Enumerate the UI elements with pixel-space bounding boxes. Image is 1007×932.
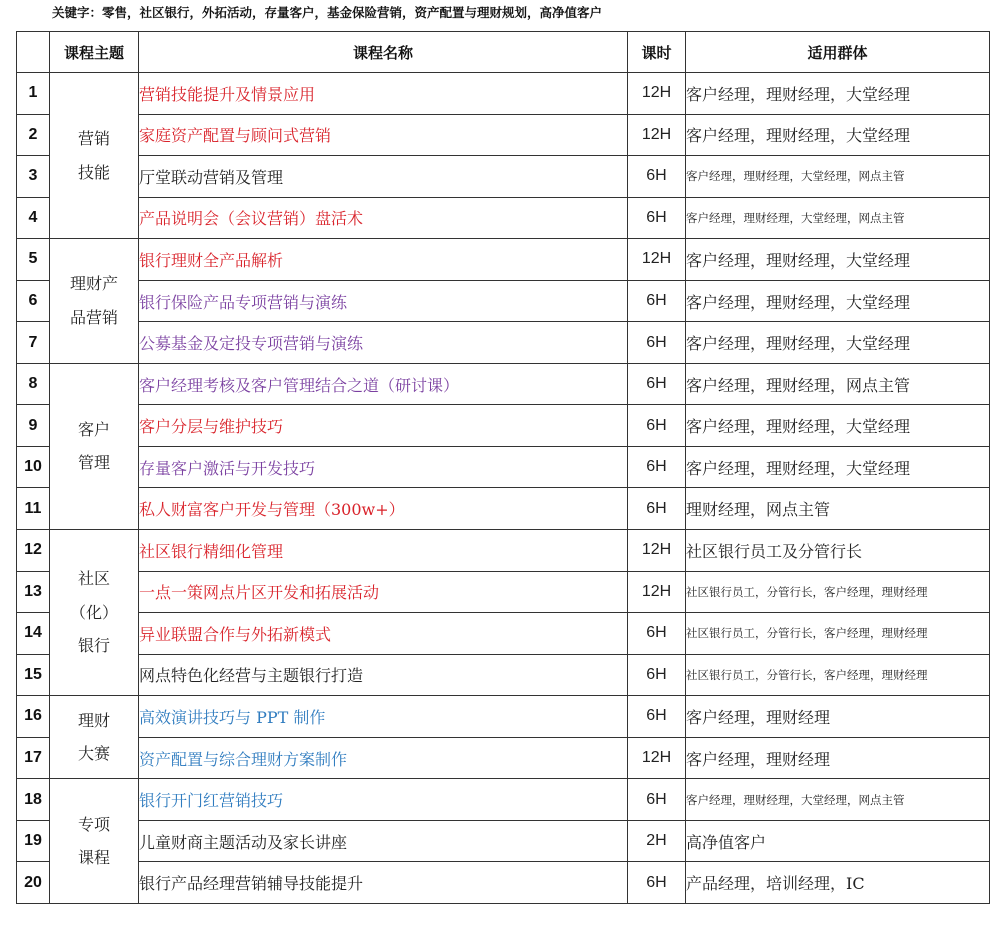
course-name: 公募基金及定投专项营销与演练: [139, 322, 628, 364]
row-number: 1: [17, 73, 50, 115]
row-number: 9: [17, 405, 50, 447]
course-topic-line: 品营销: [69, 308, 118, 327]
row-number: 2: [17, 114, 50, 156]
table-row: [17, 405, 990, 447]
course-table: [16, 31, 990, 904]
course-hours: 2H: [628, 820, 686, 862]
course-hours: 6H: [628, 156, 686, 198]
row-number: 14: [17, 613, 50, 655]
course-audience: 客户经理，理财经理，大堂经理: [686, 405, 990, 447]
course-name: 儿童财商主题活动及家长讲座: [139, 820, 628, 862]
course-name: 家庭资产配置与顾问式营销: [139, 114, 628, 156]
course-audience: 高净值客户: [686, 820, 990, 862]
course-audience: 客户经理，理财经理，网点主管: [686, 363, 990, 405]
table-row: [17, 820, 990, 862]
course-topic: [50, 363, 139, 529]
table-body: [17, 73, 990, 904]
course-name: 营销技能提升及情景应用: [139, 73, 628, 115]
course-hours: 6H: [628, 363, 686, 405]
table-row: [17, 322, 990, 364]
table-row: [17, 156, 990, 198]
course-name: 厅堂联动营销及管理: [139, 156, 628, 198]
course-topic-line: 课程: [77, 848, 110, 868]
course-name: 异业联盟合作与外拓新模式: [139, 613, 628, 655]
row-number: 16: [17, 696, 50, 738]
table-row: [17, 280, 990, 322]
course-hours: 6H: [628, 405, 686, 447]
course-hours: 6H: [628, 613, 686, 655]
course-hours: 6H: [628, 446, 686, 488]
course-topic: [50, 530, 139, 696]
course-audience: 客户经理，理财经理，大堂经理，网点主管: [686, 779, 990, 821]
course-topic: [50, 73, 139, 239]
header-course-name: 课程名称: [139, 32, 628, 73]
course-name: 客户经理考核及客户管理结合之道（研讨课）: [139, 363, 628, 405]
row-number: 17: [17, 737, 50, 779]
row-number: 10: [17, 446, 50, 488]
keywords-line: 关键字：零售，社区银行，外拓活动，存量客户，基金保险营销，资产配置与理财规划，高净值客户: [52, 5, 603, 20]
course-name: 产品说明会（会议营销）盘活术: [139, 197, 628, 239]
table-row: [17, 73, 990, 115]
course-name: 银行保险产品专项营销与演练: [139, 280, 628, 322]
course-hours: 6H: [628, 779, 686, 821]
course-audience: 客户经理，理财经理，大堂经理，网点主管: [686, 156, 990, 198]
course-topic-line: 理财: [77, 710, 110, 730]
header-audience: 适用群体: [686, 32, 990, 73]
course-topic-line: 管理: [77, 453, 110, 473]
row-number: 20: [17, 862, 50, 904]
course-hours: 6H: [628, 862, 686, 904]
course-name: 存量客户激活与开发技巧: [139, 446, 628, 488]
course-hours: 6H: [628, 696, 686, 738]
row-number: 12: [17, 530, 50, 572]
course-audience: 社区银行员工，分管行长，客户经理，理财经理: [686, 571, 990, 613]
course-audience: 客户经理，理财经理: [686, 696, 990, 738]
course-name: 银行产品经理营销辅导技能提升: [139, 862, 628, 904]
row-number: 15: [17, 654, 50, 696]
course-hours: 12H: [628, 530, 686, 572]
course-audience: 客户经理，理财经理，大堂经理: [686, 239, 990, 281]
table-row: [17, 239, 990, 281]
course-topic-line: 客户: [77, 419, 110, 439]
row-number: 5: [17, 239, 50, 281]
course-audience: 社区银行员工，分管行长，客户经理，理财经理: [686, 654, 990, 696]
header-number: [17, 32, 50, 73]
table-row: [17, 613, 990, 655]
course-audience: 社区银行员工，分管行长，客户经理，理财经理: [686, 613, 990, 655]
course-topic-line: 专项: [77, 814, 110, 834]
course-audience: 客户经理，理财经理，大堂经理: [686, 446, 990, 488]
course-name: 一点一策网点片区开发和拓展活动: [139, 571, 628, 613]
row-number: 11: [17, 488, 50, 530]
table-row: [17, 737, 990, 779]
course-hours: 6H: [628, 322, 686, 364]
course-audience: 理财经理，网点主管: [686, 488, 990, 530]
course-topic-line: 大赛: [77, 744, 110, 764]
course-hours: 12H: [628, 114, 686, 156]
table-row: [17, 862, 990, 904]
row-number: 8: [17, 363, 50, 405]
course-audience: 客户经理，理财经理，大堂经理，网点主管: [686, 197, 990, 239]
row-number: 7: [17, 322, 50, 364]
course-name: 银行理财全产品解析: [139, 239, 628, 281]
course-topic-line: （化）: [69, 602, 118, 622]
course-name: 高效演讲技巧与 PPT 制作: [139, 696, 628, 738]
table-row: [17, 197, 990, 239]
table-row: [17, 696, 990, 738]
course-topic-line: 技能: [77, 162, 110, 182]
table-row: [17, 114, 990, 156]
course-hours: 12H: [628, 239, 686, 281]
table-row: [17, 488, 990, 530]
course-name: 网点特色化经营与主题银行打造: [139, 654, 628, 696]
table-row: [17, 779, 990, 821]
course-hours: 6H: [628, 654, 686, 696]
course-hours: 12H: [628, 737, 686, 779]
table-header-row: [17, 32, 990, 73]
course-hours: 12H: [628, 571, 686, 613]
course-topic: [50, 696, 139, 779]
course-hours: 6H: [628, 197, 686, 239]
course-name: 私人财富客户开发与管理（300w+）: [139, 488, 628, 530]
course-name: 客户分层与维护技巧: [139, 405, 628, 447]
course-name: 社区银行精细化管理: [139, 530, 628, 572]
course-audience: 客户经理，理财经理，大堂经理: [686, 322, 990, 364]
course-name: 银行开门红营销技巧: [139, 779, 628, 821]
course-audience: 产品经理，培训经理，IC: [686, 862, 990, 904]
table-row: [17, 571, 990, 613]
course-hours: 12H: [628, 73, 686, 115]
course-hours: 6H: [628, 280, 686, 322]
course-topic-line: 理财产: [69, 274, 118, 294]
row-number: 4: [17, 197, 50, 239]
header-hours: 课时: [628, 32, 686, 73]
course-audience: 客户经理，理财经理，大堂经理: [686, 280, 990, 322]
row-number: 19: [17, 820, 50, 862]
row-number: 18: [17, 779, 50, 821]
course-topic: [50, 779, 139, 904]
course-topic-line: 营销: [77, 129, 110, 148]
course-audience: 客户经理，理财经理: [686, 737, 990, 779]
course-audience: 社区银行员工及分管行长: [686, 530, 990, 572]
row-number: 3: [17, 156, 50, 198]
course-topic-line: 社区: [77, 569, 110, 589]
course-hours: 6H: [628, 488, 686, 530]
row-number: 13: [17, 571, 50, 613]
course-audience: 客户经理，理财经理，大堂经理: [686, 73, 990, 115]
table-row: [17, 654, 990, 696]
course-audience: 客户经理，理财经理，大堂经理: [686, 114, 990, 156]
header-topic: 课程主题: [50, 32, 139, 73]
course-topic-line: 银行: [77, 636, 110, 656]
row-number: 6: [17, 280, 50, 322]
table-row: [17, 530, 990, 572]
table-row: [17, 446, 990, 488]
course-name: 资产配置与综合理财方案制作: [139, 737, 628, 779]
table-row: [17, 363, 990, 405]
course-topic: [50, 239, 139, 364]
